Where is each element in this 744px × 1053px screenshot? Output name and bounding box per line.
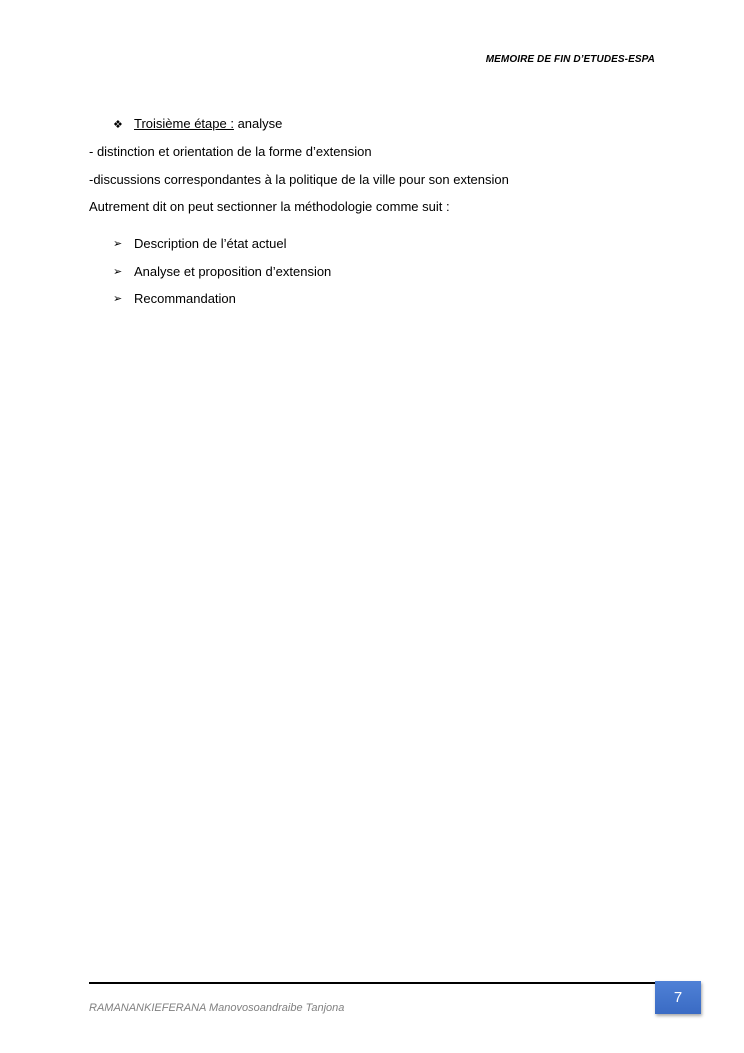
list-item-text: Analyse et proposition d’extension (134, 263, 332, 279)
page-number: 7 (673, 989, 683, 1006)
list-item (113, 236, 331, 264)
paragraph-discussions: -discussions correspondantes à la politique de la ville pour son extension (89, 172, 509, 187)
list-item-text: Description de l’état actuel (134, 236, 287, 251)
list-item-text: Recommandation (134, 291, 236, 306)
footer-author: RAMANANKIEFERANA Manovosoandraibe Tanjona (89, 1002, 345, 1014)
step-text: analyse (233, 116, 283, 131)
list-item (113, 291, 331, 319)
footer-divider (89, 982, 676, 984)
methodology-list (113, 236, 331, 319)
running-header: MEMOIRE DE FIN D’ETUDES-ESPA (485, 54, 655, 65)
list-item (113, 264, 331, 292)
paragraph-methodology: Autrement dit on peut sectionner la méthodologie comme suit : (89, 199, 450, 214)
step-label: Troisième étape : (134, 116, 234, 131)
diamond-bullet-icon: ❖ (113, 119, 123, 131)
arrow-bullet-icon: ➢ (113, 293, 123, 305)
page-number-box (655, 981, 701, 1014)
arrow-bullet-icon: ➢ (113, 265, 123, 278)
step-heading (113, 116, 282, 131)
paragraph-distinction: - distinction et orientation de la forme d’extension (89, 144, 372, 159)
arrow-bullet-icon: ➢ (113, 238, 123, 250)
